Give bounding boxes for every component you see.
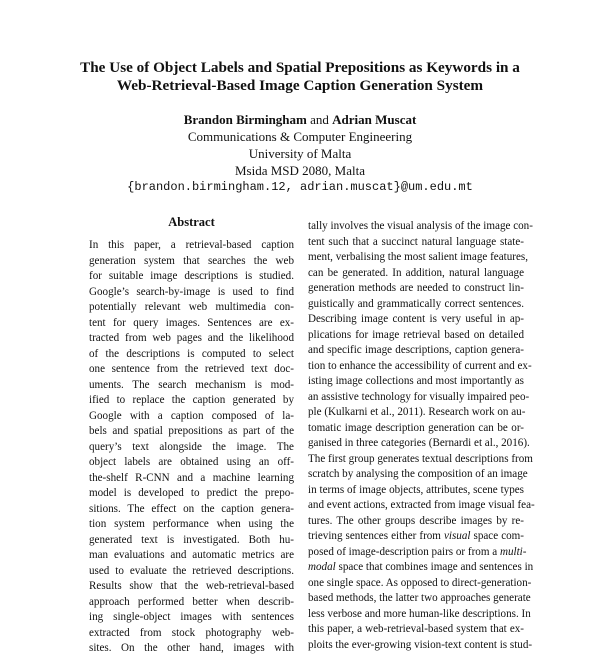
text-line: one sentence from the retrieved text doc- <box>89 363 294 375</box>
abstract-body <box>89 238 294 657</box>
text-line: generation system that searches the web <box>89 254 294 267</box>
text-line: generated text is investigated. Both hu- <box>89 533 294 546</box>
right-column <box>308 219 535 653</box>
text-line: ploits the ever-growing vision-text content is stud- <box>308 638 533 651</box>
text-line: Google with a caption composed of la- <box>89 409 294 422</box>
text-line: and event actions, extracted from image visual fea- <box>308 499 535 511</box>
text-line: used to evaluate the retrieved descriptions. <box>89 564 294 577</box>
text-line: model is developed to predict the prepo- <box>89 487 294 499</box>
text-line: The first group generates textual descriptions from <box>308 452 533 465</box>
text-line: less verbose and more human-like descriptions. In <box>308 607 531 620</box>
text-line: ment, verbalising the most salient image features, <box>308 251 528 263</box>
affiliation-line: Msida MSD 2080, Malta <box>235 163 365 178</box>
text-line: posed of image-description pairs or from a multi- <box>308 545 527 558</box>
text-line: uments. The search mechanism is mod- <box>89 378 294 391</box>
title-line: The Use of Object Labels and Spatial Prepositions as Keywords in a <box>80 59 520 76</box>
text-line: generation methods are needed to construct lin- <box>308 282 524 294</box>
title-line: Web-Retrieval-Based Image Caption Generation System <box>116 77 484 94</box>
text-line: tures. The other groups describe images by re- <box>308 514 524 527</box>
text-line: based methods, the latter two approaches generate <box>308 592 531 604</box>
left-column <box>89 215 294 657</box>
text-line: sitions. The effect on the caption genera- <box>89 502 294 515</box>
text-line: guistically and grammatically correct sentences. <box>308 297 524 310</box>
text-line: ing single-object images with sentences <box>89 611 294 623</box>
text-line: query’s text alongside the image. The <box>89 440 294 453</box>
text-line: tomatic image description generation can be or- <box>308 421 524 434</box>
affiliation-line: University of Malta <box>248 146 352 161</box>
text-line: extracted from stock photography web- <box>89 626 294 639</box>
text-line: the-shelf R-CNN and a machine learning <box>89 471 294 484</box>
author-2: Adrian Muscat <box>332 112 417 127</box>
text-line: scratch by analysing the composition of an image <box>308 468 528 480</box>
text-line: bels and spatial prepositions as part of the <box>89 425 294 437</box>
text-line: In this paper, a retrieval-based caption <box>89 239 294 251</box>
introduction-body <box>308 219 535 653</box>
text-line: tracted from web pages and the likelihood <box>89 332 294 344</box>
text-line: man evaluations and automatic metrics are <box>89 549 294 561</box>
author-block <box>60 111 540 196</box>
text-line: ple (Kulkarni et al., 2011). Research work on au- <box>308 406 526 418</box>
text-line: can be generated. In addition, natural language <box>308 266 524 279</box>
text-line: modal space that combines image and sentences in <box>308 561 534 573</box>
author-names <box>60 111 540 128</box>
author-emails: {brandon.birmingham.12, adrian.muscat}@um.edu.mt <box>127 180 473 194</box>
text-line: tion to enhance the accessibility of current and ex- <box>308 359 532 372</box>
text-line: tally involves the visual analysis of the image con- <box>308 220 533 232</box>
text-line: Results show that the web-retrieval-based <box>89 580 294 592</box>
text-line: Describing image content is very useful in ap- <box>308 313 524 325</box>
affiliation-line: Communications & Computer Engineering <box>187 129 413 144</box>
author-conjunction: and <box>310 112 329 127</box>
text-line: and specific image descriptions, caption genera- <box>308 344 524 356</box>
paper-title <box>40 59 560 95</box>
text-line: tion system performance when using the <box>89 518 294 530</box>
author-1: Brandon Birmingham <box>183 112 307 127</box>
text-line: tent such that a succinct natural language state- <box>308 235 524 248</box>
text-line: in terms of image objects, attributes, scene types <box>308 483 524 496</box>
text-line: ified to replace the caption generated by <box>89 394 294 406</box>
text-line: object labels are obtained using an off- <box>89 456 294 468</box>
text-line: of the descriptions is computed to select <box>89 347 294 360</box>
text-line: trieving sentences either from visual space com- <box>308 530 524 542</box>
abstract-heading: Abstract <box>168 215 215 229</box>
text-line: potentially relevant web multimedia con- <box>89 301 294 313</box>
text-line: this paper, a web-retrieval-based system that ex- <box>308 623 524 635</box>
text-line: an assistive technology for visually impaired peo- <box>308 390 530 403</box>
text-line: for suitable image descriptions is studied. <box>89 270 294 282</box>
text-line: ganised in three categories (Bernardi et al., 2016). <box>308 437 530 449</box>
text-line: isting image collections and most importantly as <box>308 375 524 387</box>
text-line: one single space. As opposed to direct-generation- <box>308 576 532 589</box>
text-line: sites. On the other hand, images with <box>89 642 294 654</box>
text-line: approach performed better when describ- <box>89 595 294 608</box>
text-line: Google’s search-by-image is used to find <box>89 285 294 298</box>
text-line: tent for query images. Sentences are ex- <box>89 316 294 329</box>
text-line: plications for image retrieval based on detailed <box>308 328 524 341</box>
